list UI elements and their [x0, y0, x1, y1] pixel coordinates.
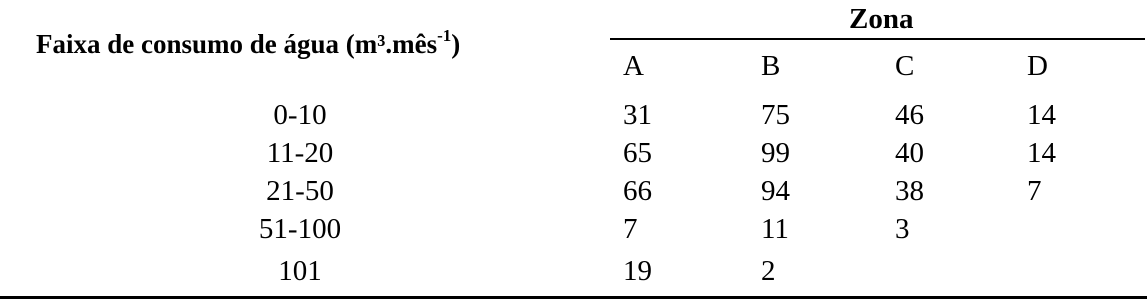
cell-zone-d: 14 — [1027, 99, 1056, 131]
cell-zone-a: 19 — [623, 255, 652, 287]
zone-header-a: A — [623, 50, 644, 82]
cell-zone-d: 14 — [1027, 137, 1056, 169]
row-range: 0-10 — [273, 99, 327, 131]
cell-zone-b: 2 — [761, 255, 776, 287]
cell-zone-a: 31 — [623, 99, 652, 131]
cell-zone-a: 65 — [623, 137, 652, 169]
cell-zone-b: 94 — [761, 175, 790, 207]
row-range: 51-100 — [258, 213, 342, 245]
cell-zone-b: 99 — [761, 137, 790, 169]
cell-zone-c: 3 — [895, 213, 910, 245]
consumption-range-header — [36, 26, 460, 62]
cell-zone-b: 11 — [761, 213, 789, 245]
row-range: 21-50 — [266, 175, 334, 207]
consumption-range-header-close: ) — [451, 29, 461, 59]
cell-zone-d: 7 — [1027, 175, 1042, 207]
zone-header-b: B — [761, 50, 781, 82]
zone-header-c: C — [895, 50, 915, 82]
cell-zone-c: 40 — [895, 137, 924, 169]
row-range: 101 — [278, 255, 322, 287]
cell-zone-c: 38 — [895, 175, 924, 207]
cell-zone-a: 66 — [623, 175, 652, 207]
row-range: 11-20 — [266, 137, 334, 169]
cell-zone-b: 75 — [761, 99, 790, 131]
table-bottom-rule — [0, 296, 1147, 299]
cell-zone-c: 46 — [895, 99, 924, 131]
consumption-range-header-exponent: -1 — [437, 26, 452, 45]
zone-group-header: Zona — [849, 3, 914, 35]
cell-zone-a: 7 — [623, 213, 638, 245]
zone-header-rule — [610, 38, 1145, 40]
consumption-range-header-text: Faixa de consumo de água (m³.mês — [36, 29, 438, 59]
zone-header-d: D — [1027, 50, 1048, 82]
